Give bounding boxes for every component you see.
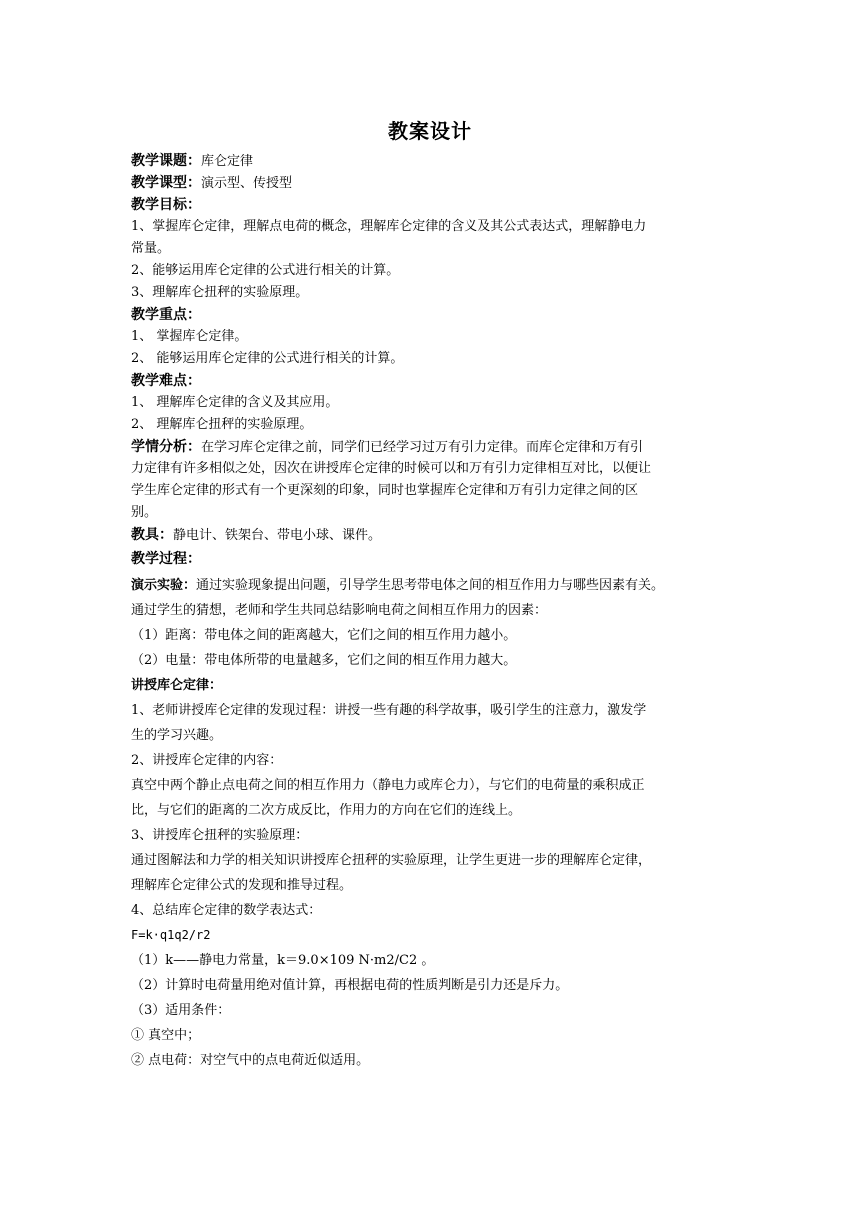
difficulty-line: 2、 理解库仑扭秤的实验原理。: [131, 417, 313, 432]
demo-label: 演示实验：: [131, 578, 197, 593]
objective-line: 2、能够运用库仑定律的公式进行相关的计算。: [131, 263, 400, 278]
topic-value: 库仑定律: [201, 154, 254, 169]
lecture-line: 4、总结库仑定律的数学表达式：: [131, 903, 322, 918]
lecture-line: ② 点电荷：对空气中的点电荷近似适用。: [131, 1053, 370, 1068]
lecture-line: 1、老师讲授库仑定律的发现过程：讲授一些有趣的科学故事，吸引学生的注意力，激发学: [131, 703, 647, 718]
lecture-heading: 讲授库仑定律：: [131, 678, 223, 693]
analysis-line: 学生库仑定律的形式有一个更深刻的印象，同时也掌握库仑定律和万有引力定律之间的区: [131, 483, 639, 498]
difficulty-line: 1、 理解库仑定律的含义及其应用。: [131, 395, 339, 410]
topic-label: 教学课题：: [131, 153, 201, 169]
lecture-line: （3）适用条件：: [131, 1003, 231, 1018]
type-line: [131, 172, 731, 194]
lecture-line: （1）k——静电力常量，k＝9.0×109 N·m2/C2 。: [131, 953, 435, 968]
type-value: 演示型、传授型: [201, 176, 293, 191]
analysis-heading: 学情分析：: [131, 439, 201, 455]
objectives-list: [131, 216, 731, 304]
objective-line: 3、理解库仑扭秤的实验原理。: [131, 285, 309, 300]
demo-line: （2）电量：带电体所带的电量越多，它们之间的相互作用力越大。: [131, 653, 517, 668]
lecture-line: 比，与它们的距离的二次方成反比，作用力的方向在它们的连线上。: [131, 803, 522, 818]
demo-line: （1）距离：带电体之间的距离越大，它们之间的相互作用力越小。: [131, 628, 517, 643]
lecture-line: 生的学习兴趣。: [131, 728, 223, 743]
objective-line: 1、掌握库仑定律，理解点电荷的概念，理解库仑定律的含义及其公式表达式，理解静电力: [131, 219, 647, 234]
tools-value: 静电计、铁架台、带电小球、课件。: [173, 528, 382, 543]
type-label: 教学课型：: [131, 175, 201, 191]
key-point-line: 1、 掌握库仑定律。: [131, 329, 248, 344]
document-body: [131, 150, 731, 1073]
key-points-heading: 教学重点：: [131, 307, 201, 323]
process-heading: 教学过程：: [131, 551, 201, 567]
tools-line: [131, 524, 731, 546]
lecture-line: ① 真空中；: [131, 1028, 201, 1043]
demo-line: 通过实验现象提出问题，引导学生思考带电体之间的相互作用力与哪些因素有关。: [196, 578, 665, 593]
lecture-line: 真空中两个静止点电荷之间的相互作用力（静电力或库仑力），与它们的电荷量的乘积成正: [131, 778, 645, 793]
lecture-line: 通过图解法和力学的相关知识讲授库仑扭秤的实验原理，让学生更进一步的理解库仑定律，: [131, 853, 652, 868]
objectives-heading: 教学目标：: [131, 197, 201, 213]
key-point-line: 2、 能够运用库仑定律的公式进行相关的计算。: [131, 351, 404, 366]
coulomb-formula: F=k·q1q2/r2: [131, 928, 211, 942]
analysis-line: 在学习库仑定律之前，同学们已经学习过万有引力定律。而库仑定律和万有引: [201, 440, 644, 455]
lecture-line: 3、讲授库仑扭秤的实验原理：: [131, 828, 309, 843]
topic-line: [131, 150, 731, 172]
analysis-line: 力定律有许多相似之处，因次在讲授库仑定律的时候可以和万有引力定律相互对比，以便让: [131, 461, 652, 476]
difficulties-heading: 教学难点：: [131, 373, 201, 389]
lecture-line: （2）计算时电荷量用绝对值计算，再根据电荷的性质判断是引力还是斥力。: [131, 978, 569, 993]
demo-line: 通过学生的猜想，老师和学生共同总结影响电荷之间相互作用力的因素：: [131, 603, 548, 618]
key-points-list: [131, 326, 731, 370]
lecture-line: 理解库仑定律公式的发现和推导过程。: [131, 878, 353, 893]
analysis-paragraph: [131, 436, 731, 524]
lecture-line: 2、讲授库仑定律的内容：: [131, 753, 283, 768]
demo-section: [131, 573, 731, 673]
lecture-section: [131, 673, 731, 1073]
analysis-line: 别。: [131, 505, 158, 520]
document-title: 教案设计: [388, 119, 472, 143]
tools-heading: 教具：: [131, 527, 173, 543]
objective-line: 常量。: [131, 241, 171, 256]
difficulties-list: [131, 392, 731, 436]
